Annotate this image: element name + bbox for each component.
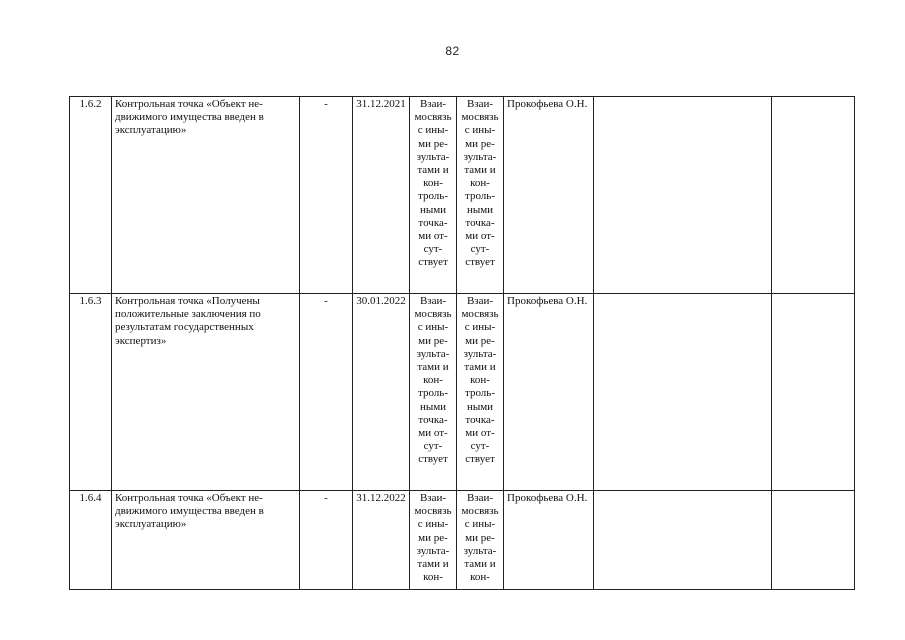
name-line: Контрольная точка «Получены [115, 295, 260, 307]
name-line: движимого имущества введен в [115, 505, 264, 518]
relation-line: сут- [470, 243, 490, 256]
relation-line: мосвязь [414, 505, 452, 518]
relation-line: мосвязь [414, 111, 452, 124]
row-dash-cell: - [300, 491, 353, 590]
table-row [70, 294, 855, 491]
name-line: Контрольная точка «Объект не- [115, 98, 263, 110]
row-number-cell: 1.6.3 [70, 294, 112, 491]
relation-line: ми от- [465, 230, 495, 243]
relation-line: точка- [465, 413, 495, 426]
name-line: эксплуатацию» [115, 518, 187, 531]
row-date-cell: 31.12.2021 [353, 97, 410, 294]
relation-line: с ины- [417, 124, 449, 137]
relation-line: точка- [418, 216, 448, 229]
relation-line: ми ре- [418, 137, 448, 150]
name-line: Контрольная точка «Объект не- [115, 492, 263, 504]
relation-line: тами и [464, 361, 496, 374]
relation-line: тами и [417, 164, 449, 177]
relation-line: мосвязь [414, 308, 452, 321]
relation-line: троль- [465, 190, 495, 203]
relation-line: кон- [423, 374, 443, 387]
relation-line: троль- [418, 387, 448, 400]
row-empty-cell-1 [594, 97, 772, 294]
relation-line: кон- [470, 374, 490, 387]
row-responsible-cell: Прокофьева О.Н. [504, 491, 594, 590]
relation-line: Взаи- [419, 295, 447, 307]
relation-line: ными [419, 203, 447, 216]
row-name-cell [112, 491, 300, 590]
relation-line: ствует [418, 453, 448, 466]
relation-line: ми ре- [418, 531, 448, 544]
relation-line: Взаи- [419, 492, 447, 504]
row-relation-cell-1 [410, 97, 457, 294]
row-name-cell [112, 97, 300, 294]
row-relation-cell-2 [457, 294, 504, 491]
relation-line: ными [466, 400, 494, 413]
page-number: 82 [445, 44, 460, 58]
table-row [70, 491, 855, 590]
relation-line: Взаи- [466, 295, 494, 307]
relation-line: ствует [418, 256, 448, 269]
relation-line: мосвязь [461, 505, 499, 518]
relation-line: тами и [417, 361, 449, 374]
relation-line: ми от- [418, 427, 448, 440]
relation-line: троль- [465, 387, 495, 400]
relation-line: с ины- [417, 518, 449, 531]
relation-line: зульта- [416, 347, 450, 360]
relation-line: зульта- [463, 347, 497, 360]
row-date-cell: 30.01.2022 [353, 294, 410, 491]
relation-line: ми ре- [465, 334, 495, 347]
row-responsible-cell: Прокофьева О.Н. [504, 294, 594, 491]
row-relation-cell-1 [410, 491, 457, 590]
relation-line: ми ре- [465, 531, 495, 544]
row-dash-cell: - [300, 97, 353, 294]
table-row [70, 97, 855, 294]
relation-line: кон- [470, 177, 490, 190]
relation-line: Взаи- [419, 98, 447, 110]
relation-line: зульта- [416, 150, 450, 163]
row-number-cell: 1.6.4 [70, 491, 112, 590]
row-name-cell [112, 294, 300, 491]
relation-line: ными [419, 400, 447, 413]
relation-line: ми от- [465, 427, 495, 440]
relation-line: кон- [470, 571, 490, 584]
name-line: положительные заключения по [115, 308, 261, 321]
row-empty-cell-1 [594, 491, 772, 590]
relation-line: Взаи- [466, 492, 494, 504]
relation-line: тами и [464, 558, 496, 571]
relation-line: зульта- [463, 150, 497, 163]
relation-line: ствует [465, 256, 495, 269]
relation-line: ми от- [418, 230, 448, 243]
name-line: экспертиз» [115, 334, 167, 347]
relation-line: сут- [423, 440, 443, 453]
row-responsible-cell: Прокофьева О.Н. [504, 97, 594, 294]
row-relation-cell-2 [457, 97, 504, 294]
relation-line: с ины- [464, 518, 496, 531]
relation-line: сут- [423, 243, 443, 256]
relation-line: ствует [465, 453, 495, 466]
relation-line: троль- [418, 190, 448, 203]
relation-line: тами и [464, 164, 496, 177]
relation-line: с ины- [464, 321, 496, 334]
row-dash-cell: - [300, 294, 353, 491]
name-line: эксплуатацию» [115, 124, 187, 137]
relation-line: Взаи- [466, 98, 494, 110]
relation-line: кон- [423, 177, 443, 190]
row-empty-cell-2 [772, 97, 855, 294]
relation-line: сут- [470, 440, 490, 453]
row-empty-cell-2 [772, 491, 855, 590]
relation-line: с ины- [464, 124, 496, 137]
control-points-table [69, 96, 855, 590]
relation-line: с ины- [417, 321, 449, 334]
row-empty-cell-1 [594, 294, 772, 491]
relation-line: точка- [418, 413, 448, 426]
relation-line: кон- [423, 571, 443, 584]
row-relation-cell-2 [457, 491, 504, 590]
row-empty-cell-2 [772, 294, 855, 491]
row-relation-cell-1 [410, 294, 457, 491]
name-line: движимого имущества введен в [115, 111, 264, 124]
relation-line: зульта- [463, 544, 497, 557]
relation-line: мосвязь [461, 308, 499, 321]
relation-line: ми ре- [418, 334, 448, 347]
relation-line: тами и [417, 558, 449, 571]
name-line: результатам государственных [115, 321, 254, 334]
row-date-cell: 31.12.2022 [353, 491, 410, 590]
relation-line: точка- [465, 216, 495, 229]
row-number-cell: 1.6.2 [70, 97, 112, 294]
relation-line: ными [466, 203, 494, 216]
relation-line: зульта- [416, 544, 450, 557]
relation-line: ми ре- [465, 137, 495, 150]
relation-line: мосвязь [461, 111, 499, 124]
